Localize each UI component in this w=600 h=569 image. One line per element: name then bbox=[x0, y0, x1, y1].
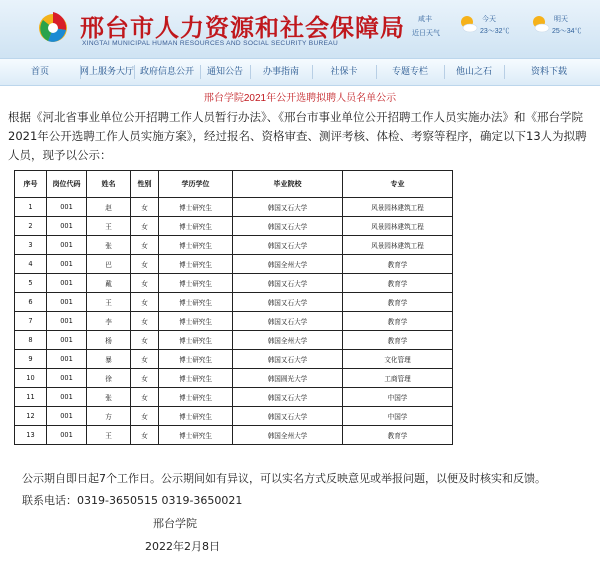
cell-major: 中国学 bbox=[343, 388, 453, 407]
table-row bbox=[15, 274, 453, 293]
cell-index: 13 bbox=[15, 426, 47, 445]
cell-school: 韩国又石大学 bbox=[233, 274, 343, 293]
cell-name: 张 bbox=[87, 236, 131, 255]
cell-major: 风景园林建筑工程 bbox=[343, 217, 453, 236]
cell-gender: 女 bbox=[131, 426, 159, 445]
cell-major: 教育学 bbox=[343, 274, 453, 293]
weather-tomorrow bbox=[530, 10, 600, 48]
cell-name: 杨 bbox=[87, 331, 131, 350]
cell-post-code: 001 bbox=[47, 369, 87, 388]
cell-gender: 女 bbox=[131, 293, 159, 312]
cell-school: 韩国又石大学 bbox=[233, 198, 343, 217]
cell-gender: 女 bbox=[131, 369, 159, 388]
cell-name: 李 bbox=[87, 312, 131, 331]
cell-school: 韩国圆光大学 bbox=[233, 369, 343, 388]
col-header-post-code: 岗位代码 bbox=[47, 171, 87, 198]
cell-degree: 博士研究生 bbox=[159, 369, 233, 388]
contact-phone: 联系电话：0319-3650515 0319-3650021 bbox=[22, 494, 243, 507]
cell-post-code: 001 bbox=[47, 293, 87, 312]
cell-index: 8 bbox=[15, 331, 47, 350]
table-row bbox=[15, 312, 453, 331]
weather-today-temp: 23～32℃ bbox=[480, 28, 510, 35]
col-header-index: 序号 bbox=[15, 171, 47, 198]
cell-post-code: 001 bbox=[47, 350, 87, 369]
cell-school: 韩国又石大学 bbox=[233, 407, 343, 426]
cell-gender: 女 bbox=[131, 217, 159, 236]
nav-downloads[interactable]: 资料下载 bbox=[530, 67, 567, 77]
cell-major: 教育学 bbox=[343, 312, 453, 331]
sun-cloud-icon bbox=[458, 14, 478, 34]
main-nav bbox=[0, 58, 600, 86]
table-row bbox=[15, 331, 453, 350]
cell-degree: 博士研究生 bbox=[159, 293, 233, 312]
cell-index: 3 bbox=[15, 236, 47, 255]
cell-post-code: 001 bbox=[47, 312, 87, 331]
bureau-logo-icon[interactable] bbox=[36, 8, 70, 48]
sun-cloud-icon bbox=[530, 14, 550, 34]
cell-degree: 博士研究生 bbox=[159, 407, 233, 426]
nav-references[interactable]: 他山之石 bbox=[455, 67, 492, 77]
nav-notices[interactable]: 通知公告 bbox=[206, 67, 243, 77]
cell-post-code: 001 bbox=[47, 388, 87, 407]
cell-name: 巴 bbox=[87, 255, 131, 274]
cell-degree: 博士研究生 bbox=[159, 331, 233, 350]
weather-city-name: 咸丰 bbox=[418, 16, 432, 23]
cell-index: 7 bbox=[15, 312, 47, 331]
cell-gender: 女 bbox=[131, 407, 159, 426]
col-header-gender: 性别 bbox=[131, 171, 159, 198]
cell-school: 韩国全州大学 bbox=[233, 331, 343, 350]
table-row bbox=[15, 369, 453, 388]
cell-major: 风景园林建筑工程 bbox=[343, 236, 453, 255]
weather-city bbox=[408, 10, 458, 48]
cell-major: 教育学 bbox=[343, 255, 453, 274]
cell-index: 2 bbox=[15, 217, 47, 236]
cell-name: 张 bbox=[87, 388, 131, 407]
cell-index: 12 bbox=[15, 407, 47, 426]
cell-post-code: 001 bbox=[47, 217, 87, 236]
cell-post-code: 001 bbox=[47, 255, 87, 274]
cell-gender: 女 bbox=[131, 198, 159, 217]
cell-index: 6 bbox=[15, 293, 47, 312]
cell-major: 中国学 bbox=[343, 407, 453, 426]
col-header-name: 姓名 bbox=[87, 171, 131, 198]
nav-home[interactable]: 首页 bbox=[30, 67, 49, 77]
cell-post-code: 001 bbox=[47, 236, 87, 255]
notice-intro: 根据《河北省事业单位公开招聘工作人员暂行办法》、《邢台市事业单位公开招聘工作人员实施办法》和《邢台学院2021年公开选聘工作人员实施方案》，经过报名、资格审查、测评考核、体检、考察等程序，确定以下13人为拟聘人员，现予以公示： bbox=[8, 110, 587, 162]
col-header-school: 毕业院校 bbox=[233, 171, 343, 198]
table-header-row bbox=[15, 171, 453, 198]
table-row bbox=[15, 426, 453, 445]
table-row bbox=[15, 293, 453, 312]
cell-name: 王 bbox=[87, 293, 131, 312]
cell-school: 韩国全州大学 bbox=[233, 255, 343, 274]
cell-post-code: 001 bbox=[47, 198, 87, 217]
weather-today-label: 今天 bbox=[482, 16, 496, 23]
cell-index: 5 bbox=[15, 274, 47, 293]
cell-gender: 女 bbox=[131, 331, 159, 350]
issue-date: 2022年2月8日 bbox=[145, 540, 220, 553]
weather-tomorrow-label: 明天 bbox=[554, 16, 568, 23]
cell-degree: 博士研究生 bbox=[159, 217, 233, 236]
cell-gender: 女 bbox=[131, 350, 159, 369]
cell-index: 11 bbox=[15, 388, 47, 407]
cell-name: 徐 bbox=[87, 369, 131, 388]
notice-title: 邢台学院2021年公开选聘拟聘人员名单公示 bbox=[203, 93, 397, 104]
cell-degree: 博士研究生 bbox=[159, 274, 233, 293]
cell-school: 韩国全州大学 bbox=[233, 426, 343, 445]
cell-gender: 女 bbox=[131, 312, 159, 331]
col-header-degree: 学历学位 bbox=[159, 171, 233, 198]
cell-school: 韩国又石大学 bbox=[233, 293, 343, 312]
cell-school: 韩国又石大学 bbox=[233, 312, 343, 331]
cell-degree: 博士研究生 bbox=[159, 388, 233, 407]
cell-post-code: 001 bbox=[47, 274, 87, 293]
weather-tomorrow-temp: 25～34℃ bbox=[552, 28, 582, 35]
nav-social-card[interactable]: 社保卡 bbox=[330, 67, 358, 77]
cell-degree: 博士研究生 bbox=[159, 198, 233, 217]
cell-index: 9 bbox=[15, 350, 47, 369]
cell-index: 4 bbox=[15, 255, 47, 274]
nav-special-topics[interactable]: 专题专栏 bbox=[391, 67, 428, 77]
cell-school: 韩国又石大学 bbox=[233, 217, 343, 236]
table-row bbox=[15, 236, 453, 255]
cell-major: 风景园林建筑工程 bbox=[343, 198, 453, 217]
cell-name: 王 bbox=[87, 217, 131, 236]
cell-degree: 博士研究生 bbox=[159, 350, 233, 369]
nav-guide[interactable]: 办事指南 bbox=[262, 67, 299, 77]
cell-post-code: 001 bbox=[47, 426, 87, 445]
cell-school: 韩国又石大学 bbox=[233, 350, 343, 369]
cell-post-code: 001 bbox=[47, 331, 87, 350]
cell-degree: 博士研究生 bbox=[159, 255, 233, 274]
cell-gender: 女 bbox=[131, 388, 159, 407]
cell-name: 赵 bbox=[87, 198, 131, 217]
cell-name: 方 bbox=[87, 407, 131, 426]
issuing-org: 邢台学院 bbox=[153, 517, 197, 530]
cell-post-code: 001 bbox=[47, 407, 87, 426]
cell-school: 韩国又石大学 bbox=[233, 236, 343, 255]
nav-gov-info[interactable]: 政府信息公开 bbox=[139, 67, 194, 77]
site-subtitle: XINGTAI MUNICIPAL HUMAN RESOURCES AND SOCIAL SECURITY BUREAU bbox=[82, 40, 339, 47]
cell-name: 戴 bbox=[87, 274, 131, 293]
cell-gender: 女 bbox=[131, 274, 159, 293]
site-header bbox=[0, 0, 600, 58]
notice-period: 公示期自即日起7个工作日。公示期间如有异议，可以实名方式反映意见或举报问题，以便及时核实和反馈。 bbox=[22, 472, 546, 485]
cell-school: 韩国又石大学 bbox=[233, 388, 343, 407]
cell-major: 教育学 bbox=[343, 426, 453, 445]
cell-degree: 博士研究生 bbox=[159, 312, 233, 331]
site-title[interactable]: 邢台市人力资源和社会保障局 bbox=[80, 14, 405, 42]
table-row bbox=[15, 350, 453, 369]
cell-name: 暴 bbox=[87, 350, 131, 369]
cell-degree: 博士研究生 bbox=[159, 426, 233, 445]
table-row bbox=[15, 407, 453, 426]
cell-index: 10 bbox=[15, 369, 47, 388]
col-header-major: 专业 bbox=[343, 171, 453, 198]
cell-degree: 博士研究生 bbox=[159, 236, 233, 255]
cell-gender: 女 bbox=[131, 255, 159, 274]
cell-index: 1 bbox=[15, 198, 47, 217]
nav-online-service[interactable]: 网上服务大厅 bbox=[80, 67, 135, 77]
table-row bbox=[15, 217, 453, 236]
cell-major: 教育学 bbox=[343, 331, 453, 350]
cell-name: 王 bbox=[87, 426, 131, 445]
cell-major: 文化管理 bbox=[343, 350, 453, 369]
cell-major: 教育学 bbox=[343, 293, 453, 312]
cell-gender: 女 bbox=[131, 236, 159, 255]
table-row bbox=[15, 255, 453, 274]
weather-today bbox=[458, 10, 528, 48]
weather-source: 近日天气 bbox=[412, 30, 440, 37]
table-row bbox=[15, 198, 453, 217]
cell-major: 工商管理 bbox=[343, 369, 453, 388]
candidate-table bbox=[14, 170, 453, 445]
table-row bbox=[15, 388, 453, 407]
